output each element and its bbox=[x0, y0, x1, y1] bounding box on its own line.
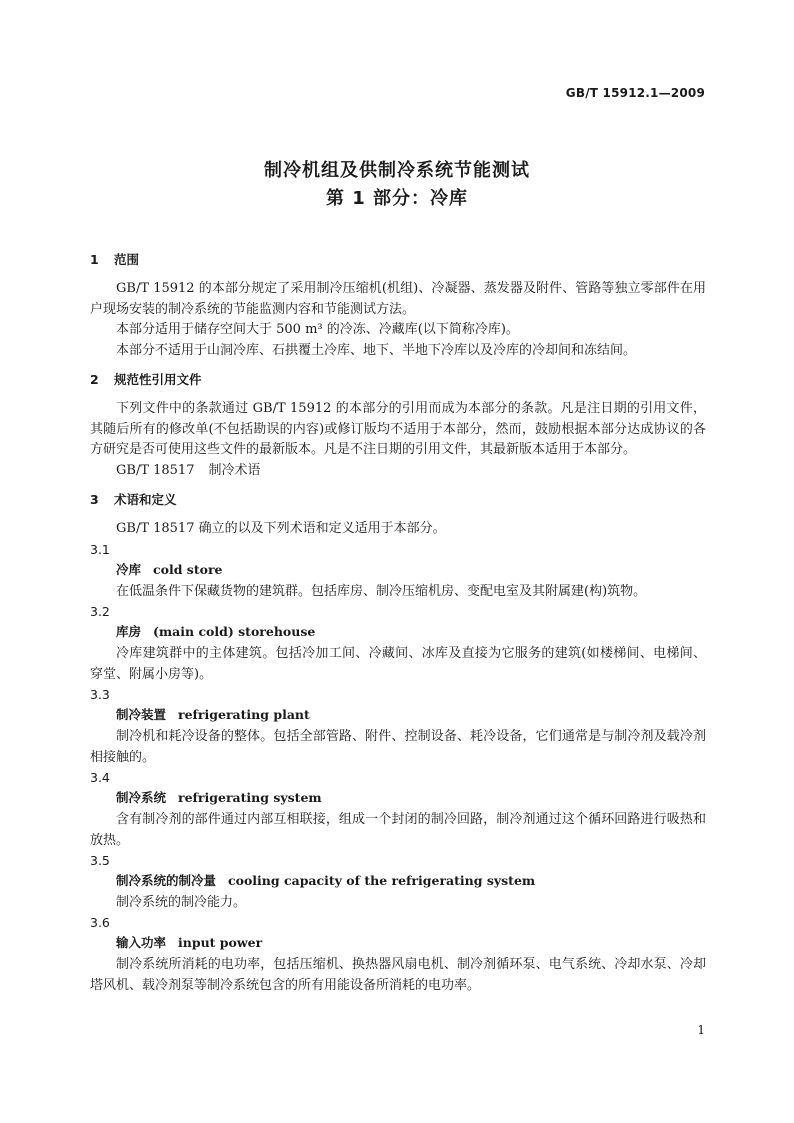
paragraph: 本部分适用于储存空间大于 500 m³ 的冷冻、冷藏库(以下简称冷库)。 bbox=[116, 322, 519, 337]
section-number: 3 bbox=[90, 492, 99, 507]
term-en: input power bbox=[178, 935, 263, 950]
term-en: cooling capacity of the refrigerating system bbox=[228, 873, 536, 888]
term-number: 3.3 bbox=[90, 686, 110, 702]
term-en: (main cold) storehouse bbox=[153, 624, 316, 639]
term-number: 3.1 bbox=[90, 541, 110, 557]
section-title: 术语和定义 bbox=[114, 492, 177, 507]
term-heading bbox=[90, 705, 706, 726]
term-number: 3.4 bbox=[90, 769, 110, 785]
term-number: 3.2 bbox=[90, 603, 110, 619]
term-cn: 制冷系统 bbox=[116, 790, 167, 805]
section-heading-3 bbox=[90, 490, 706, 510]
paragraph: GB/T 18517 确立的以及下列术语和定义适用于本部分。 bbox=[116, 521, 446, 536]
term-definition: 制冷机和耗冷设备的整体。包括全部管路、附件、控制设备、耗冷设备，它们通常是与制冷剂及载冷剂相接触的。 bbox=[90, 728, 706, 765]
document-code: GB/T 15912.1—2009 bbox=[565, 86, 705, 100]
term-definition: 制冷系统所消耗的电功率，包括压缩机、换热器风扇电机、制冷剂循环泵、电气系统、冷却水泵、冷却塔风机、载冷剂泵等制冷系统包含的所有用能设备所消耗的电功率。 bbox=[90, 956, 706, 993]
term-heading bbox=[90, 933, 706, 954]
term-cn: 制冷系统的制冷量 bbox=[116, 873, 217, 888]
term-number: 3.6 bbox=[90, 914, 110, 930]
section-title: 规范性引用文件 bbox=[114, 372, 202, 387]
paragraph: 下列文件中的条款通过 GB/T 15912 的本部分的引用而成为本部分的条款。凡是注日期的引用文件，其随后所有的修改单(不包括勘误的内容)或修订版均不适用于本部分，然而，鼓励根据本部分达成协议的各方研究是否可使用这些文件的最新版本。凡是不注日期的引用文件，其最新版本适用于本部分。 bbox=[90, 401, 706, 457]
term-en: refrigerating system bbox=[178, 790, 322, 805]
document-subtitle: 第 1 部分：冷库 bbox=[325, 188, 469, 209]
paragraph: 本部分不适用于山洞冷库、石拱覆土冷库、地下、半地下冷库以及冷库的冷却间和冻结间。 bbox=[116, 342, 637, 358]
term-heading bbox=[90, 622, 706, 643]
paragraph: GB/T 15912 的本部分规定了采用制冷压缩机(机组)、冷凝器、蒸发器及附件、管路等独立零部件在用户现场安装的制冷系统的节能监测内容和节能测试方法。 bbox=[90, 281, 706, 317]
document-title: 制冷机组及供制冷系统节能测试 bbox=[264, 160, 530, 181]
term-heading bbox=[90, 788, 706, 809]
term-en: refrigerating plant bbox=[178, 707, 310, 722]
term-number: 3.5 bbox=[90, 852, 110, 868]
section-heading-1 bbox=[90, 250, 706, 270]
term-definition: 冷库建筑群中的主体建筑。包括冷加工间、冷藏间、冰库及直接为它服务的建筑(如楼梯间、电梯间、穿堂、附属小房等)。 bbox=[90, 645, 706, 682]
section-title: 范围 bbox=[114, 252, 140, 267]
term-heading bbox=[90, 871, 706, 892]
section-number: 1 bbox=[90, 252, 99, 267]
section-number: 2 bbox=[90, 372, 99, 387]
reference-code: GB/T 18517 bbox=[116, 462, 195, 478]
normative-reference bbox=[90, 461, 706, 482]
term-definition: 含有制冷剂的部件通过内部互相联接，组成一个封闭的制冷回路，制冷剂通过这个循环回路进行吸热和放热。 bbox=[90, 811, 706, 848]
reference-title: 制冷术语 bbox=[208, 462, 261, 478]
document-body bbox=[90, 250, 706, 996]
page-number: 1 bbox=[697, 1023, 705, 1037]
term-en: cold store bbox=[153, 562, 223, 577]
term-cn: 制冷装置 bbox=[116, 707, 167, 722]
term-cn: 输入功率 bbox=[116, 935, 167, 950]
term-cn: 库房 bbox=[116, 624, 142, 639]
section-heading-2 bbox=[90, 370, 706, 390]
term-cn: 冷库 bbox=[116, 562, 142, 577]
term-definition: 制冷系统的制冷能力。 bbox=[116, 894, 247, 910]
term-definition: 在低温条件下保藏货物的建筑群。包括库房、制冷压缩机房、变配电室及其附属建(构)筑物。 bbox=[116, 583, 647, 599]
term-heading bbox=[90, 560, 706, 581]
